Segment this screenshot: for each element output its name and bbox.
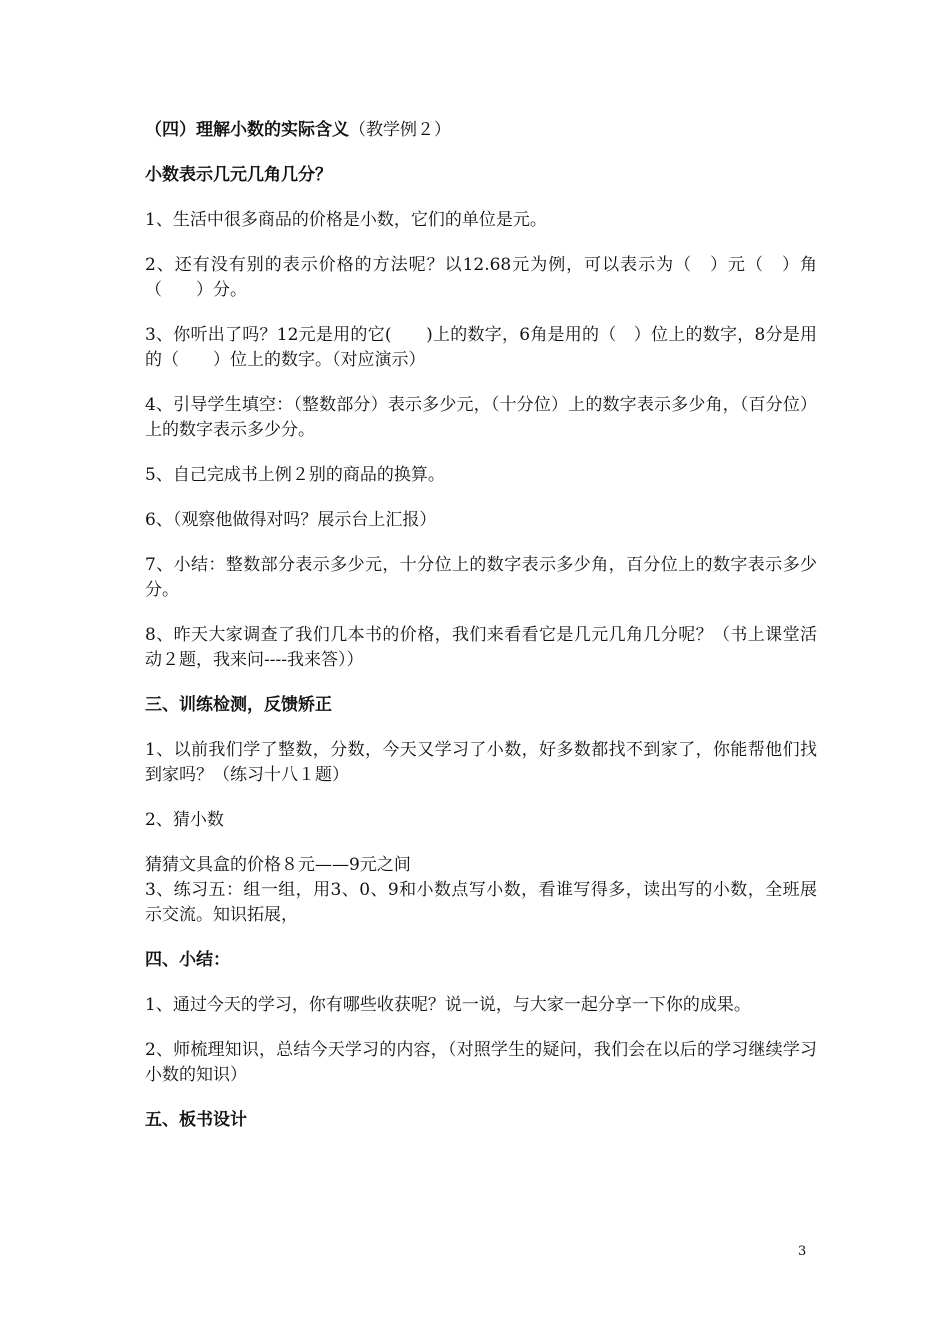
paragraph-practice-2: 2、猜小数 (145, 810, 224, 830)
paragraph-item-4: 4、引导学生填空：（整数部分）表示多少元，（十分位）上的数字表示多少角，（百分位）上的数字表示多少分。 (145, 395, 817, 440)
paragraph-practice-1: 1、以前我们学了整数，分数，今天又学习了小数，好多数都找不到家了，你能帮他们找到家吗？（练习十八１题） (145, 740, 817, 785)
paragraph-item-2: 2、还有没有别的表示价格的方法呢？以12.68元为例，可以表示为（ ）元（ ）角（ ）分。 (145, 255, 817, 300)
section-heading-5: 五、板书设计 (145, 1110, 247, 1130)
paragraph-item-6: 6、（观察他做得对吗？展示台上汇报） (145, 510, 437, 530)
page-number: 3 (798, 1244, 807, 1259)
paragraph-summary-2: 2、师梳理知识，总结今天学习的内容，（对照学生的疑问，我们会在以后的学习继续学习小数的知识） (145, 1040, 817, 1085)
paragraph-item-8: 8、昨天大家调查了我们几本书的价格，我们来看看它是几元几角几分呢？（书上课堂活动２题，我来问----我来答）） (145, 625, 817, 670)
section-heading-4: 四、小结： (145, 950, 230, 970)
section-title (145, 118, 817, 143)
paragraph-item-3: 3、你听出了吗？12元是用的它( )上的数字，6角是用的（ ）位上的数字，8分是用的（ ）位上的数字。（对应演示） (145, 325, 817, 370)
paragraph-item-1: 1、生活中很多商品的价格是小数，它们的单位是元。 (145, 210, 547, 230)
paragraph-practice-3: 3、练习五：组一组，用3、0、9和小数点写小数，看谁写得多，读出写的小数，全班展示交流。知识拓展， (145, 880, 817, 925)
paragraph-item-7: 7、小结：整数部分表示多少元，十分位上的数字表示多少角，百分位上的数字表示多少分。 (145, 555, 817, 600)
document-body (145, 118, 817, 1153)
section-title-tail: （教学例２） (349, 120, 451, 140)
section-title-bold: （四）理解小数的实际含义 (145, 120, 349, 140)
subheading: 小数表示几元几角几分？ (145, 165, 332, 185)
paragraph-item-5: 5、自己完成书上例２别的商品的换算。 (145, 465, 445, 485)
paragraph-summary-1: 1、通过今天的学习，你有哪些收获呢？说一说，与大家一起分享一下你的成果。 (145, 995, 751, 1015)
section-heading-3: 三、训练检测，反馈矫正 (145, 695, 332, 715)
paragraph-guess-line: 猜猜文具盒的价格８元——9元之间 (145, 855, 411, 875)
